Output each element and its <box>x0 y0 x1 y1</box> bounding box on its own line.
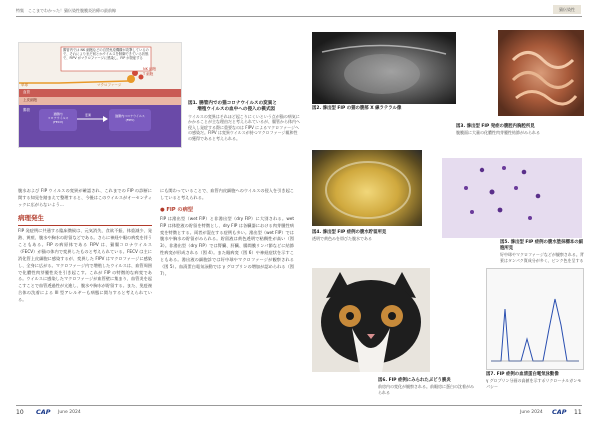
abdomen-svg <box>498 30 584 116</box>
figure1-body: ウイルスの変異はそれほど起こりにくいという点が猫の病気にかかることが主な理由だと考えられているが、腸管から体内へ侵入し発症する際に重要なのは FIPV によるマクロファージへの感染だ。FIPV は変異ウイルスが持つマクロファージ親和性の獲得であると考えられる。 <box>188 114 300 141</box>
monocyte-label: 単球 <box>21 83 28 87</box>
fig5-title: 図5. 滲出型 FIP 症例の腹水塗抹標本の細胞所見 <box>500 240 584 251</box>
intestine-loop-3 <box>516 92 576 105</box>
cytology-svg <box>442 158 582 238</box>
mutation-label: 変異 <box>85 113 92 117</box>
intestine-loop-1 <box>513 53 573 68</box>
fig7-sub: γ グロブリン分画の高値を示すポリクローナルガンモパシー <box>486 378 582 389</box>
column1-body: FIP 発症例に共通する臨床徴候は、元気消失、食欲不振、体重減少、発熱、黄疸、腹水や胸水の貯留などである。さらに神経や眼の病変を伴うこともある。FIP の病原体である FIPV は、猫腸コロナウイルス（FECV）が猫の体内で変異したものと考えられている。FECV は主に消化管上皮細胞に感染するが、変異した FIPV はマクロファージに感染し、全身に広がる。マクロファージ内で増殖したウイルスは、血管周囲で化膿性肉芽腫性炎を引き起こす。これが FIP の特徴的な病変である。ウイルスに感染したマクロファージが血管壁に集まり、血管炎を起こすことで血管透過性が亢進し、腹水や胸水が貯留する。また、免疫複合体の沈着による III 型アレルギーも病態に関与すると考えられている。 <box>18 228 152 303</box>
fipv-label: 猫腸内コロナウイルス (FIPV) <box>115 114 145 122</box>
row-label-epithelium: 上皮細胞 <box>23 98 37 102</box>
fig4-title: 図4. 滲出型 FIP 症例の腹水貯留所見 <box>312 230 387 235</box>
diagram-figure1 <box>18 42 182 148</box>
fig3-caption <box>456 124 584 136</box>
xray-svg <box>312 32 456 104</box>
cat-photo <box>312 268 430 372</box>
footer-rule <box>16 405 582 406</box>
cell-7 <box>536 194 541 199</box>
section-heading-pathogenesis: 病理発生 <box>18 213 44 222</box>
fig6-title: 図6. FIP 症例にみられたぶどう膜炎 <box>378 378 451 383</box>
row-label-vessel: 血管 <box>23 90 30 94</box>
fig6-sub: 前房内の変化が観察される。前眼房に蛋白の沈着がみられる <box>378 384 474 395</box>
cat-svg <box>312 268 430 372</box>
cell-1 <box>480 168 484 172</box>
macrophage-cell <box>127 75 135 83</box>
brand-logo-left: CAP <box>36 408 51 416</box>
cell-8 <box>470 210 474 214</box>
issue-left: June 2024 <box>58 410 81 415</box>
cell-4 <box>464 186 468 190</box>
fig3-sub: 腹膜面に大量の化膿性肉芽腫性結節がみられる <box>456 130 540 135</box>
cell-10 <box>528 216 532 220</box>
intestine-loop-2 <box>513 73 573 88</box>
text-column-2 <box>160 188 294 398</box>
fig2-caption: 図2. 滲出型 FIP の猫の腹部 X 線ラテラル像 <box>312 106 402 111</box>
cell-5 <box>490 190 495 195</box>
column2-body: FIP は滲出型（wet FIP）と非滲出型（dry FIP）に大別される。wet FIP は体腔液の貯留を特徴とし、dry FIP は各臓器における肉芽腫性病変を特徴とする。両者が混在する症例も多い。滲出型（wet FIP）では腹水や胸水の貯留がみられる。貯留液は黄色透明で粘稠性が高い（図 3）。非滲出型（dry FIP）では腎臓、肝臓、腸間膜リンパ節などに結節性病変が形成される（図 4）。また眼病変（図 6）や神経症状を示すこともある。滲出液の細胞診では好中球やマクロファージが観察される（図 5）。血清蛋白電気泳動では γ グロブリンの増加が認められる（図 7）。 <box>160 215 294 276</box>
fig6-caption <box>378 378 474 395</box>
column1-intro: 腹水および FIP ウイルスの変異が確認され、これまでの FIP の診断に関する知見を踏まえて整理すると、今後はこのウイルスがオーセンティックに広がらないよう... <box>18 188 152 207</box>
row-label-intestine: 腸管 <box>23 108 30 112</box>
epithelium-band <box>19 97 181 105</box>
macrophage-label: マクロファージ <box>97 83 122 87</box>
running-header: 特集 ここまでわかった！猫伝染性腹膜炎治療の最前線 <box>16 8 116 13</box>
electrophoresis-svg <box>487 269 583 369</box>
cat-pupil-left <box>346 312 354 320</box>
section-tab <box>553 5 581 14</box>
cell-6 <box>514 186 518 190</box>
abdomen-shape <box>344 54 420 94</box>
diagram-callout: 腸管内では NK 細胞などの自然免疫機構が攻撃しているので、それによりまだ何とかウイルスを制御できている状態で、FIPV がマクロファージに感染し、FIP が発症する <box>63 48 149 61</box>
ascites-svg <box>312 150 422 226</box>
fig4-caption <box>312 230 432 242</box>
cat-pupil-right <box>388 312 396 320</box>
cell-9 <box>498 208 503 213</box>
issue-right: June 2024 <box>520 410 543 415</box>
fig7-title: 図7. FIP 症例の血清蛋白電気泳動像 <box>486 372 559 377</box>
section-tab-label: 猫伝染性 <box>559 7 575 12</box>
fig3-title: 図3. 滲出型 FIP 発症の腹腔内胸腔所見 <box>456 124 535 129</box>
figure1-title-2: 増殖ウイルスの血中への侵入の模式図 <box>188 107 276 112</box>
page-number-right: 11 <box>574 409 582 416</box>
electrophoresis-trace <box>491 299 579 361</box>
section-heading-fip-types: ● FIP の病型 <box>160 206 193 213</box>
figure1-caption <box>188 100 300 141</box>
cell-3 <box>522 170 527 175</box>
ascites-photo <box>312 150 422 226</box>
text-column-1 <box>18 188 152 398</box>
nk-label: NK 細胞 T 細胞 <box>143 67 157 76</box>
electrophoresis-chart <box>486 268 584 370</box>
figure1-title: 図1. 腸管内での猫コロナウイルスの変異と <box>188 101 277 106</box>
column2-intro: にも関わっていることで、血管内皮細胞へのウイルスの侵入を引き起こしていると考えられる。 <box>160 188 294 200</box>
fecv-label: 猫腸内 コロナウイルス (FECV) <box>47 112 69 124</box>
brand-logo-right: CAP <box>552 408 567 416</box>
fig4-sub: 透明で黄色みを帯びた腹水である <box>312 236 372 241</box>
blood-vessel-band <box>19 89 181 97</box>
page-number-left: 10 <box>16 409 24 416</box>
cytology-photo <box>442 158 582 238</box>
spine-shape <box>322 45 446 54</box>
header-rule <box>16 16 582 17</box>
vessel-rim <box>326 162 410 218</box>
cell-2 <box>502 166 506 170</box>
xray-photo <box>312 32 456 104</box>
fig5-sub: 好中球やマクロファージなどが観察される。背景はタンパク質成分が多く、ピンク色を呈する <box>500 252 584 263</box>
abdomen-photo <box>498 30 584 116</box>
fig7-caption <box>486 372 584 389</box>
section-rule <box>18 225 152 226</box>
fig5-caption <box>500 240 584 263</box>
